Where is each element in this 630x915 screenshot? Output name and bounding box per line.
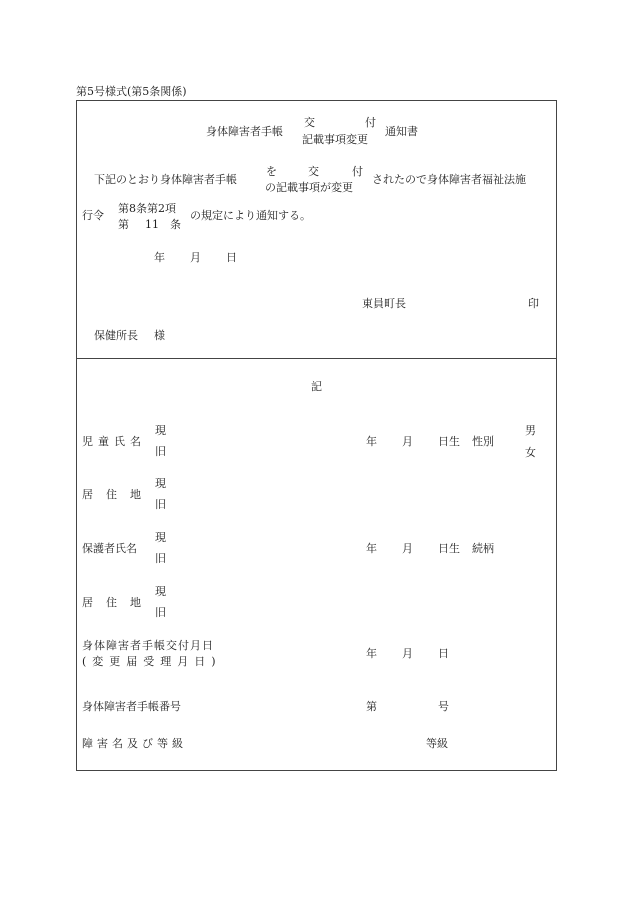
child-address-label: 居住地 bbox=[82, 488, 154, 501]
recipient-honorific: 様 bbox=[154, 329, 165, 342]
issue-date-label: 身体障害者手帳交付月日 bbox=[82, 639, 214, 652]
notice-date-day: 日 bbox=[226, 251, 237, 264]
child-birth-day: 日生 bbox=[438, 435, 460, 448]
issuer: 東員町長 bbox=[362, 297, 406, 310]
notice-body-option-change: の記載事項が変更 bbox=[265, 181, 353, 194]
guardian-address-old: 旧 bbox=[155, 606, 166, 619]
issue-date-month: 月 bbox=[402, 647, 413, 660]
guardian-birth-year: 年 bbox=[366, 542, 377, 555]
notice-body-line2-suffix: の規定により通知する。 bbox=[190, 209, 311, 222]
child-name-label: 児童氏名 bbox=[82, 435, 146, 448]
child-sex-label: 性別 bbox=[472, 435, 494, 448]
notice-body-line1-prefix: 下記のとおり身体障害者手帳 bbox=[94, 173, 237, 186]
child-birth-year: 年 bbox=[366, 435, 377, 448]
notice-title-option-change: 記載事項変更 bbox=[302, 133, 368, 146]
disability-grade: 等級 bbox=[426, 737, 448, 750]
child-name-old: 旧 bbox=[155, 445, 166, 458]
seal-mark: 印 bbox=[528, 297, 539, 310]
notice-body-option-wo: を bbox=[266, 165, 277, 178]
issue-date-day: 日 bbox=[438, 647, 449, 660]
notice-body-reference-article: 第 bbox=[118, 218, 129, 231]
child-sex-female: 女 bbox=[525, 446, 536, 459]
guardian-name-label: 保護者氏名 bbox=[82, 542, 137, 555]
child-address-current: 現 bbox=[155, 477, 166, 490]
form-label: 第5号様式(第5条関係) bbox=[76, 85, 187, 98]
notice-body-line1-suffix: されたので身体障害者福祉法施 bbox=[372, 173, 526, 186]
notice-body-reference-number: 11 bbox=[145, 218, 159, 231]
notice-title-prefix: 身体障害者手帳 bbox=[206, 125, 283, 138]
child-address-old: 旧 bbox=[155, 498, 166, 511]
child-name-current: 現 bbox=[155, 424, 166, 437]
notice-body-line2-prefix: 行令 bbox=[82, 209, 104, 222]
details-heading: 記 bbox=[311, 380, 322, 393]
notice-date-year: 年 bbox=[154, 251, 165, 264]
disability-label: 障害名及び等級 bbox=[82, 737, 187, 750]
guardian-birth-day: 日生 bbox=[438, 542, 460, 555]
notice-body-reference-top: 第8条第2項 bbox=[118, 202, 176, 215]
guardian-address-label: 居住地 bbox=[82, 596, 154, 609]
guardian-address-current: 現 bbox=[155, 585, 166, 598]
child-birth-month: 月 bbox=[402, 435, 413, 448]
notice-body-option-issue-2: 付 bbox=[352, 165, 363, 178]
child-sex-male: 男 bbox=[525, 424, 536, 437]
guardian-name-current: 現 bbox=[155, 531, 166, 544]
change-date-label: (変更届受理月日) bbox=[82, 655, 222, 668]
notice-title-option-issue-2: 付 bbox=[365, 116, 376, 129]
notice-title-suffix: 通知書 bbox=[385, 125, 418, 138]
notice-date-month: 月 bbox=[190, 251, 201, 264]
notice-body-option-issue-1: 交 bbox=[308, 165, 319, 178]
notice-body-reference-jo: 条 bbox=[170, 218, 181, 231]
guardian-birth-month: 月 bbox=[402, 542, 413, 555]
handbook-number-suffix: 号 bbox=[438, 700, 449, 713]
issue-date-year: 年 bbox=[366, 647, 377, 660]
handbook-number-prefix: 第 bbox=[366, 700, 377, 713]
recipient: 保健所長 bbox=[94, 329, 138, 342]
guardian-relation-label: 続柄 bbox=[472, 542, 494, 555]
guardian-name-old: 旧 bbox=[155, 552, 166, 565]
handbook-number-label: 身体障害者手帳番号 bbox=[82, 700, 181, 713]
notice-title-option-issue-1: 交 bbox=[304, 116, 315, 129]
